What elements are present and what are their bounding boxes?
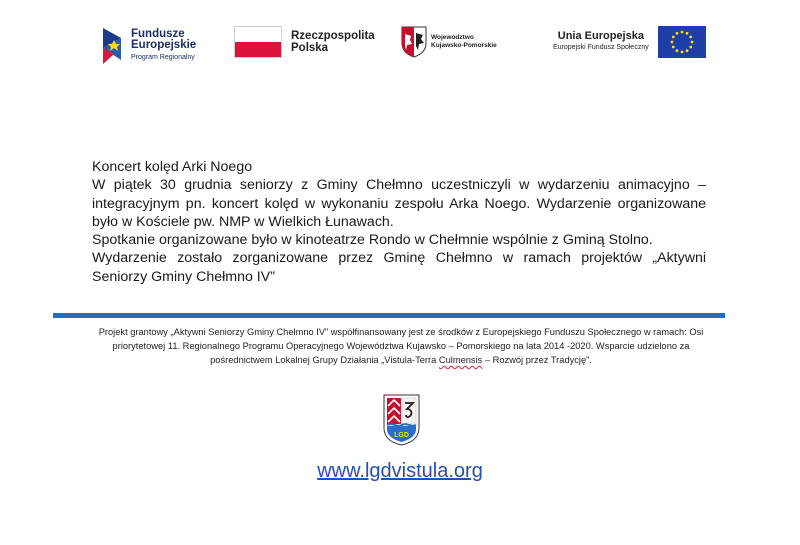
article-title: Koncert kolęd Arki Noego — [92, 159, 253, 175]
article-paragraph-3: Wydarzenie zostało zorganizowane przez Gminę Chełmno w ramach projektów „Aktywni Seniorzy Gminy Chełmno IV” — [92, 250, 706, 285]
wojewodztwo-line2: Kujawsko-Pomorskie — [431, 42, 497, 49]
fundusze-europejskie-logo — [100, 26, 196, 66]
unia-europejska-text — [553, 31, 649, 53]
fundusze-europejskie-emblem-icon — [100, 26, 126, 66]
polish-flag-icon — [234, 26, 282, 58]
rzeczpospolita-line2: Polska — [291, 42, 329, 54]
fundusze-name-line2: Europejskie — [131, 39, 197, 51]
unia-name: Unia Europejska — [557, 30, 644, 42]
unia-subtitle: Europejski Fundusz Społeczny — [553, 44, 649, 51]
lgd-logo — [383, 394, 420, 446]
rzeczpospolita-polska-logo — [234, 26, 375, 58]
fundusze-subtitle: Program Regionalny — [131, 54, 195, 61]
funding-note-text: Projekt grantowy „Aktywni Seniorzy Gminy Chełmno IV” współfinansowany jest ze środków z Europejskiego Funduszu Społecznego w ramach: Osi priorytetowej 11. Regionalnego Programu Operacyjnego Województwa Kujawsko – Pomorskiego na lata 2014 -2020. Wsparcie udzielono za pośrednictwem Lokalnej Grupy Działania „Vistula-Terra — [98, 327, 704, 365]
logo-bar — [0, 26, 800, 70]
section-divider — [53, 313, 725, 318]
funding-note — [90, 325, 712, 367]
funding-note-text-end: – Rozwój przez Tradycję”. — [482, 355, 592, 365]
website-link[interactable]: www.lgdvistula.org — [317, 460, 483, 482]
wojewodztwo-text — [431, 34, 497, 50]
funding-note-spellcheck-word: Culmensis — [438, 355, 483, 365]
article-paragraph-2: Spotkanie organizowane było w kinoteatrze Rondo w Chełmnie wspólnie z Gminą Stolno. — [92, 232, 653, 249]
rzeczpospolita-line1: Rzeczpospolita — [291, 30, 375, 42]
article-paragraph-1: W piątek 30 grudnia seniorzy z Gminy Chełmno uczestniczyli w wydarzeniu animacyjno – integracyjnym pn. koncert kolęd w wykonaniu zespołu Arka Noego. Wydarzenie organizowane było w Kościele pw. NMP w Wielkich Łunawach. — [92, 177, 706, 230]
unia-europejska-logo — [553, 26, 706, 58]
fundusze-name-line1: Fundusze — [131, 28, 185, 40]
eu-flag-icon — [658, 26, 706, 58]
article — [92, 158, 706, 286]
wojewodztwo-kujawsko-pomorskie-logo — [401, 26, 497, 58]
lgd-logo-label: LGD — [394, 432, 409, 439]
fundusze-europejskie-text — [131, 29, 196, 63]
rzeczpospolita-text — [291, 30, 375, 54]
wojewodztwo-line1: Województwo — [431, 34, 474, 41]
coat-of-arms-icon — [401, 26, 427, 58]
